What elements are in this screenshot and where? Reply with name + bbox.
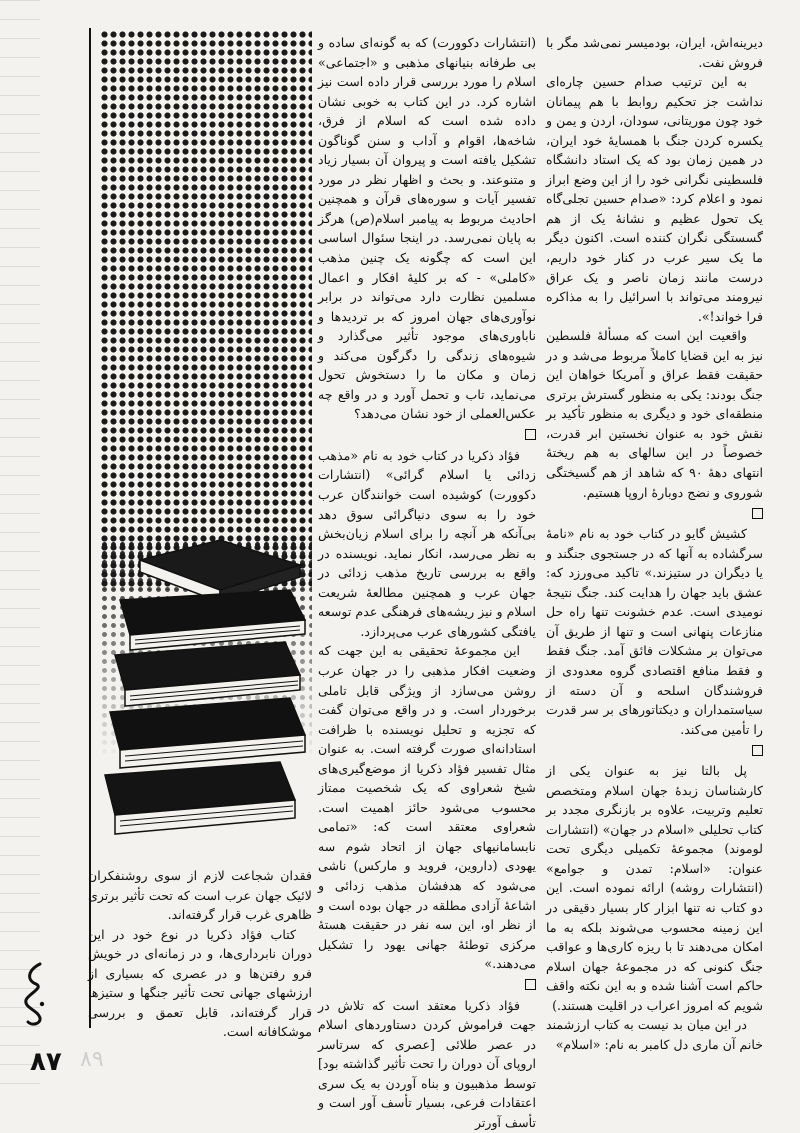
paragraph: (انتشارات دکوورت) که به گونه‌ای ساده و بی طرفانه بنیانهای مذهبی و «اجتماعی» اسلام را مورد بررسی قرار داده است نیز اشاره کرد. در این کتاب به خوبی نشان داده شده است که اسلام از فرق، شاخه‌ها، اقوام و آداب و سنن گوناگون تشکیل یافته است و پیروان آن بسیار زیاد و متنوعند. و بحث و اظهار نظر در مورد تفسیر آیات و سوره‌های قرآن و همچنین احادیث مربوط به پیامبر اسلام(ص) هرگز به پایان نمی‌رسد. در اینجا سئوال اساسی این است که چگونه یک چنین مذهب «کاملی» - که بر کلیهٔ افکار و اعمال مسلمین نظارت دارد می‌تواند در برابر نوآوری‌های جهان امروز که بر تردیدها و ناباوری‌های موجود تأثیر می‌گذارد و شیوه‌های زندگی را دگرگون می‌کند و زمان و مکان ما را دستخوش تحول می‌نماید، تاب و تحمل آورد و در واقع چه عکس‌العملی از خود نشان می‌دهد؟: [318, 35, 536, 422]
paragraph: فؤاد ذکریا در کتاب خود به نام «مذهب زدائی یا اسلام گرائی» (انتشارات دکوورت) کوشیده است خوانندگان عرب خود را به سوی دنیاگرائی سوق دهد بی‌آنکه هر آنچه را برای اسلام زیان‌بخش به نظر می‌رسد، انکار نماید. نویسنده در واقع به بررسی تاریخ مذهب زدائی در جهان عرب و همچنین مطالعهٔ شریعت اسلام و نیز ریشه‌های فرهنگی عدم توسعه یافتگی کشورهای عرب می‌پردازد.: [318, 447, 536, 639]
books-illustration: [100, 530, 315, 850]
paragraph: کتاب فؤاد ذکریا در نوع خود در این دوران نابرداری‌ها، و در زمانه‌ای در خویش فرو رفتن‌ها و در عصری که بسیاری از ارزشهای جهانی تحت تأثیر جنگها و ستیزها قرار گرفته‌اند، قابل تعمق و بررسی موشکافانه است.: [88, 926, 312, 1040]
section-marker: [318, 974, 536, 996]
page-number: ۸۷: [30, 1047, 62, 1077]
paragraph: در این میان بد نیست به کتاب ارزشمند خانم آن ماری دل کامبر به نام: «اسلام»: [546, 1017, 763, 1052]
square-bullet-icon: [752, 508, 763, 519]
paragraph: به این ترتیب صدام حسین چاره‌ای نداشت جز تحکیم روابط با هم پیمانان خود چون موریتانی، سودان، اردن و یمن و یکسره کردن جنگ با همسایهٔ خود ایران، در همین زمان بود که یک استاد دانشگاه فلسطینی نگرانی خود را از این وضع ابراز نمود و اعلام کرد: «صدام حسین تجلی‌گاه یک تحول عظیم و نشانهٔ یک از هم گسستگی نگران کننده است. اکنون دیگر ما یک سیر عرب در کنار خود داریم، درست مانند زمان ناصر و یک عراق نیرومند می‌تواند با اسرائیل را به مذاکره فرا خواند!».: [546, 74, 763, 324]
kerman-logo: [18, 960, 48, 1030]
paragraph: واقعیت این است که مسألهٔ فلسطین نیز به این قضایا کاملاً مربوط می‌شد و در حقیقت فقط عراق و آمریکا خواهان این جنگ بودند: یکی به منظور گسترش برتری منطقه‌ای خود و دیگری به منظور تأکید بر نقش خود به عنوان نخستین ابر قدرت، خصوصاً در این سالهای به هم ریختهٔ انتهای دههٔ ۹۰ که شاهد از هم گسیختگی شوروی و نضج دوبارهٔ اروپا هستیم.: [546, 328, 764, 500]
paragraph: فؤاد ذکریا معتقد است که تلاش در جهت فراموش کردن دستاوردهای اسلام در عصر طلائی [عصری که سرتاسر اروپای آن دوران را تحت تأثیر گذاشته بود] توسط مذهبیون و بناه آوردن به یک سری اعتقادات فرعی، بسیار تأسف آور است و تأسف آورتر: [318, 997, 536, 1130]
text-column-left: [88, 866, 312, 1042]
section-marker: [546, 502, 763, 524]
paragraph: این مجموعهٔ تحقیقی به این جهت که وضعیت افکار مذهبی را در جهان عرب روشن می‌سازد از ویژگی قابل تاملی برخوردار است. و در واقع می‌توان گفت که تجزیه و تحلیل نویسنده با ظرافت استادانه‌ای صورت گرفته است. به عنوان مثال تفسیر فؤاد ذکریا از موضع‌گیری‌های شیخ شعراوی که یک شخصیت ممتاز محسوب می‌شود حائز اهمیت است. شعراوی معتقد است که: «تمامی نابسامانیهای جهان از اتحاد شوم سه یهودی (داروین، فروید و مارکس) ناشی می‌شود که هدفشان مذهب زدائی و اشاعهٔ آزادی مطلقه در جهان بوده است و از نظر او، این سه نفر در حقیقت هستهٔ مرکزی توطئهٔ جهانی یهود را تشکیل می‌دهند.»: [318, 643, 536, 972]
previous-page-bleed: [0, 0, 40, 1099]
text-column-right: [546, 33, 763, 1054]
section-marker: [318, 424, 536, 446]
text-column-middle: [318, 33, 536, 1133]
paragraph: فقدان شجاعت لازم از سوی روشنفکران لائیک جهان عرب است که تحت تأثیر برتری ظاهری غرب قرار گرفته‌اند.: [88, 868, 312, 923]
paragraph: کشیش گایو در کتاب خود به نام «نامهٔ سرگشاده به آنها که در جستجوی جنگند و یا دیگران در ستیزند.» تاکید می‌ورزد که: عشق باید جهان را هدایت کند. جنگ نتیجهٔ نومیدی است. عدم خشونت تنها راه حل منازعات پنهانی است و تنها از طریق آن می‌توان بر مشکلات فائق آمد. جنگ فقط و فقط منافع اقتصادی گروه معدودی از فروشندگان اسلحه و آن دسته از سیاستمداران و دیکتاتورهای بر سر قدرت را تأمین می‌کند.: [546, 526, 763, 737]
square-bullet-icon: [525, 429, 536, 440]
halftone-pattern: [100, 30, 312, 590]
square-bullet-icon: [525, 979, 536, 990]
paragraph: پل بالتا نیز به عنوان یکی از کارشناسان زبدهٔ جهان اسلام ومتخصص تعلیم وتربیت، علاوه بر بازنگری مجدد بر کتاب تحلیلی «اسلام در جهان» (انتشارات لوموند) مجموعهٔ تکمیلی دیگری تحت عنوان: «اسلام: تمدن و جوامع» (انتشارات روشه) ارائه نموده است. این دو کتاب نه تنها ابزار کار بسیار دقیقی در این زمینه محسوب می‌شوند بلکه به ما امکان می‌دهند تا با ریزه کاری‌ها و عواقب جنگ کنونی که در مجموعهٔ جهان اسلام حاکم است آشنا شده و به این نکته واقف شویم که امروز اعراب در اقلیت هستند.): [546, 763, 763, 1013]
paragraph: دیرینه‌اش، ایران، بودمیسر نمی‌شد مگر با فروش نفت.: [546, 35, 763, 70]
ghost-page-number: ۸۹: [80, 1047, 104, 1072]
square-bullet-icon: [752, 745, 763, 756]
section-marker: [546, 739, 763, 761]
